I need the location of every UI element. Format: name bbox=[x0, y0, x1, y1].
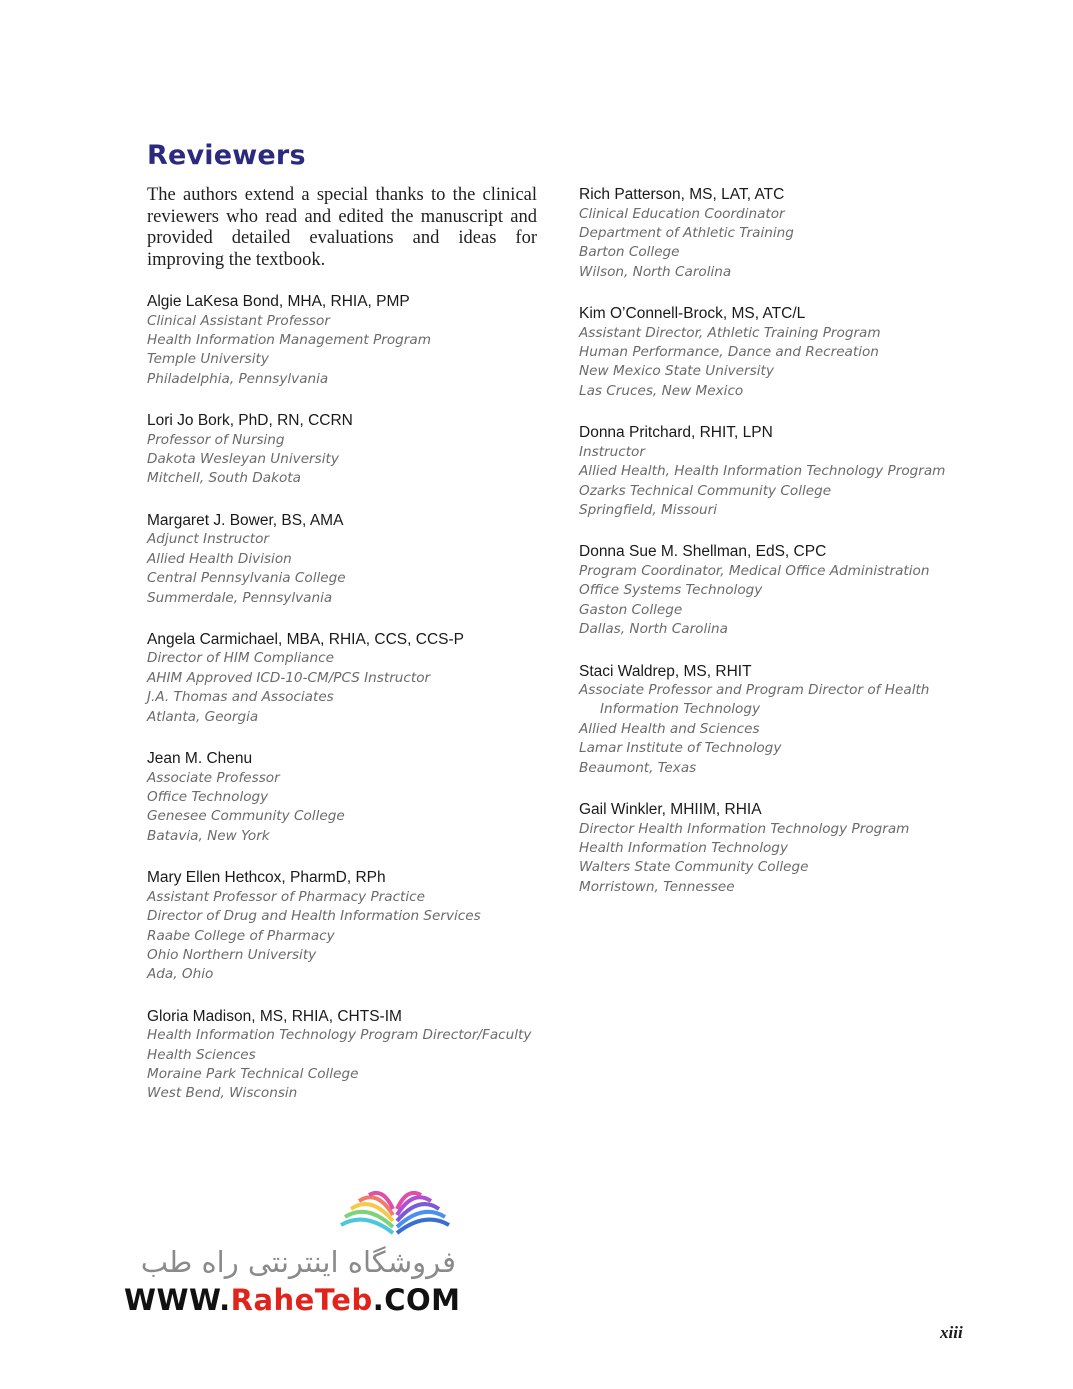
reviewer-name: Gail Winkler, MHIIM, RHIA bbox=[579, 801, 762, 819]
reviewer-affiliation-line: Beaumont, Texas bbox=[579, 759, 697, 776]
reviewer-affiliation-line: Raabe College of Pharmacy bbox=[147, 927, 335, 944]
reviewer-affiliation-line: Office Technology bbox=[147, 789, 269, 805]
reviewer-affiliation-line: Clinical Education Coordinator bbox=[579, 205, 785, 222]
reviewer-affiliation-line: Ada, Ohio bbox=[147, 966, 214, 983]
reviewer-entry bbox=[579, 662, 979, 779]
reviewer-affiliation-line: Philadelphia, Pennsylvania bbox=[147, 370, 329, 387]
watermark-logo bbox=[120, 1185, 460, 1325]
reviewer-entry bbox=[147, 292, 547, 389]
reviewer-affiliation-line: Gaston College bbox=[579, 601, 683, 618]
reviewer-name: Algie LaKesa Bond, MHA, RHIA, PMP bbox=[147, 293, 410, 310]
reviewer-affiliation-line: Associate Professor bbox=[147, 769, 280, 786]
reviewer-entry bbox=[147, 1007, 547, 1104]
watermark-url-suffix: .COM bbox=[372, 1283, 461, 1317]
reviewer-entry bbox=[579, 423, 979, 520]
reviewer-affiliation-line: Professor of Nursing bbox=[147, 431, 285, 448]
reviewer-affiliation-line: Assistant Professor of Pharmacy Practice bbox=[147, 888, 425, 905]
reviewer-entry bbox=[147, 630, 547, 727]
reviewer-affiliation-line: Director Health Information Technology Program bbox=[579, 820, 910, 837]
reviewer-name: Donna Pritchard, RHIT, LPN bbox=[579, 424, 773, 442]
reviewer-affiliation-line: Adjunct Instructor bbox=[147, 531, 270, 548]
reviewer-affiliation-line: Wilson, North Carolina bbox=[579, 263, 732, 280]
reviewer-name: Gloria Madison, MS, RHIA, CHTS-IM bbox=[147, 1007, 402, 1025]
reviewer-affiliation-line: Mitchell, South Dakota bbox=[147, 470, 301, 487]
page-number: xiii bbox=[940, 1323, 963, 1342]
reviewer-name: Margaret J. Bower, BS, AMA bbox=[147, 511, 344, 529]
reviewer-affiliation-line: J.A. Thomas and Associates bbox=[147, 689, 334, 706]
book-logo-icon bbox=[335, 1185, 455, 1245]
reviewer-affiliation-line: Clinical Assistant Professor bbox=[147, 312, 330, 329]
reviewer-affiliation-line: Summerdale, Pennsylvania bbox=[147, 589, 333, 606]
reviewer-affiliation-line: Atlanta, Georgia bbox=[147, 708, 259, 725]
reviewer-affiliation-line: Lamar Institute of Technology bbox=[579, 740, 782, 757]
watermark-url bbox=[124, 1283, 461, 1317]
reviewers-left-column bbox=[147, 292, 547, 1126]
reviewer-affiliation-line: Moraine Park Technical College bbox=[147, 1066, 359, 1083]
reviewer-affiliation-line: West Bend, Wisconsin bbox=[147, 1085, 298, 1102]
reviewer-name: Rich Patterson, MS, LAT, ATC bbox=[579, 186, 785, 203]
reviewer-affiliation-line: Associate Professor and Program Director of Health bbox=[579, 682, 930, 698]
reviewer-affiliation-line: Human Performance, Dance and Recreation bbox=[579, 344, 879, 361]
reviewer-name: Kim O’Connell-Brock, MS, ATC/L bbox=[579, 305, 806, 323]
reviewers-right-column bbox=[579, 185, 979, 919]
reviewer-entry bbox=[579, 185, 979, 282]
watermark-url-prefix: WWW. bbox=[124, 1283, 231, 1317]
reviewer-affiliation-line: Ozarks Technical Community College bbox=[579, 482, 832, 499]
reviewer-entry bbox=[579, 800, 979, 897]
reviewer-name: Mary Ellen Hethcox, PharmD, RPh bbox=[147, 869, 386, 887]
reviewer-affiliation-line: Health Sciences bbox=[147, 1046, 256, 1063]
reviewer-affiliation-line: Instructor bbox=[579, 443, 645, 460]
reviewer-affiliation-line: Information Technology bbox=[600, 701, 761, 718]
reviewer-affiliation-line: New Mexico State University bbox=[579, 363, 774, 380]
reviewer-affiliation-line: Ohio Northern University bbox=[147, 946, 317, 963]
reviewer-affiliation-line: Las Cruces, New Mexico bbox=[579, 382, 744, 399]
reviewer-entry bbox=[579, 304, 979, 401]
reviewer-entry bbox=[147, 411, 547, 489]
reviewer-affiliation-line: Barton College bbox=[579, 244, 680, 261]
reviewer-affiliation-line: Walters State Community College bbox=[579, 859, 809, 876]
reviewer-name: Donna Sue M. Shellman, EdS, CPC bbox=[579, 543, 827, 561]
reviewer-affiliation-line: Office Systems Technology bbox=[579, 582, 763, 599]
reviewer-affiliation-line: Dakota Wesleyan University bbox=[147, 451, 339, 468]
reviewer-entry bbox=[147, 749, 547, 846]
watermark-persian-text: فروشگاه اینترنتی راه طب bbox=[140, 1245, 456, 1279]
reviewer-affiliation-line: Dallas, North Carolina bbox=[579, 621, 728, 638]
reviewer-affiliation-line: Program Coordinator, Medical Office Administration bbox=[579, 562, 930, 579]
reviewer-affiliation-line: Allied Health and Sciences bbox=[579, 720, 760, 737]
reviewer-name: Lori Jo Bork, PhD, RN, CCRN bbox=[147, 412, 353, 430]
reviewer-affiliation-line: Health Information Technology Program Director/Faculty bbox=[147, 1027, 532, 1044]
reviewer-affiliation-line: Morristown, Tennessee bbox=[579, 878, 735, 895]
watermark-url-brand: RaheTeb bbox=[230, 1283, 373, 1317]
reviewer-affiliation-line: Director of Drug and Health Information Services bbox=[147, 908, 481, 925]
reviewer-affiliation-line: Allied Health Division bbox=[147, 550, 292, 567]
reviewer-name: Angela Carmichael, MBA, RHIA, CCS, CCS-P bbox=[147, 630, 464, 648]
reviewer-affiliation-line: Batavia, New York bbox=[147, 827, 270, 844]
reviewer-affiliation-line: Central Pennsylvania College bbox=[147, 570, 346, 587]
reviewer-affiliation-line: Allied Health, Health Information Technology Program bbox=[579, 463, 946, 480]
reviewer-entry bbox=[147, 868, 547, 985]
reviewer-affiliation-line: Department of Athletic Training bbox=[579, 224, 794, 241]
reviewer-name: Jean M. Chenu bbox=[147, 750, 253, 768]
reviewer-affiliation-line: Temple University bbox=[147, 351, 269, 368]
reviewer-affiliation-line: Genesee Community College bbox=[147, 808, 345, 825]
intro-paragraph: The authors extend a special thanks to the clinical reviewers who read and edited the manuscript and provided detailed evaluations and ideas for improving the textbook. bbox=[147, 185, 537, 270]
reviewer-affiliation-line: Springfield, Missouri bbox=[579, 501, 718, 518]
reviewer-affiliation-line: Health Information Management Program bbox=[147, 331, 431, 348]
reviewer-entry bbox=[579, 542, 979, 639]
reviewer-entry bbox=[147, 511, 547, 608]
reviewer-affiliation-line: Assistant Director, Athletic Training Program bbox=[579, 324, 881, 341]
reviewer-name: Staci Waldrep, MS, RHIT bbox=[579, 662, 752, 680]
page-title: Reviewers bbox=[147, 140, 306, 171]
reviewer-affiliation-line: Director of HIM Compliance bbox=[147, 650, 334, 667]
reviewer-affiliation-line: Health Information Technology bbox=[579, 839, 788, 856]
reviewer-affiliation-line: AHIM Approved ICD-10-CM/PCS Instructor bbox=[147, 669, 431, 686]
